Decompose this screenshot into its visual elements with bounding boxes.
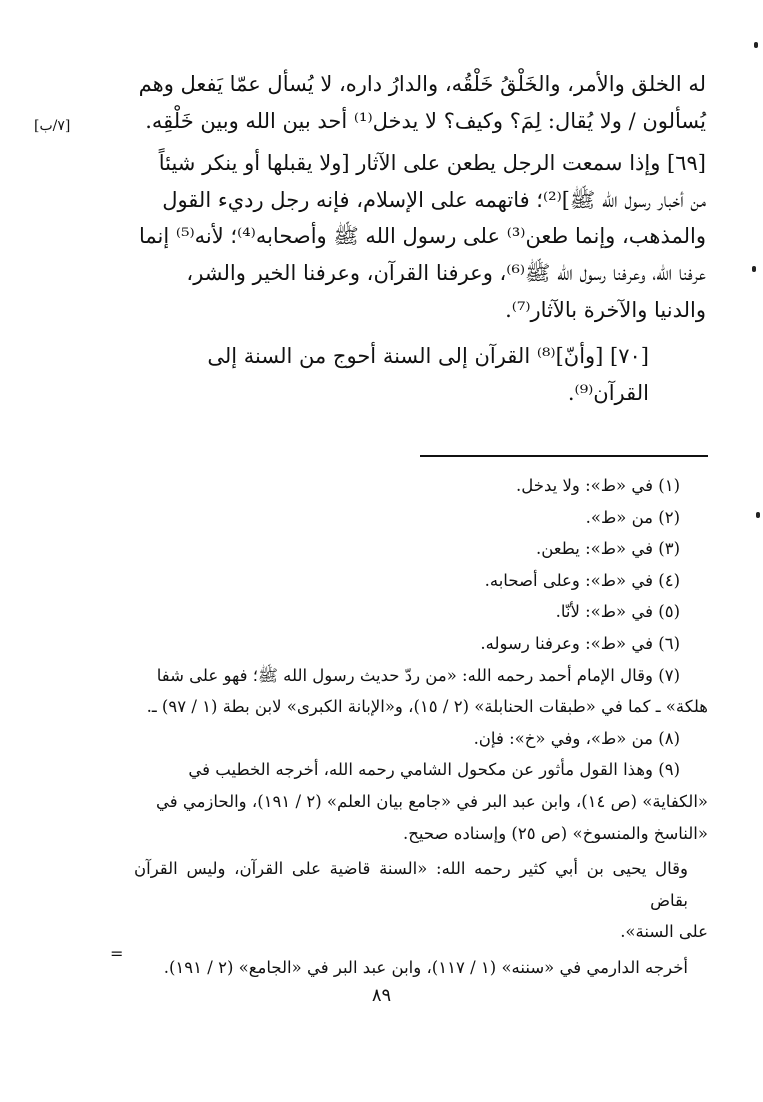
- footnote-7-line: هلكة» ـ كما في «طبقات الحنابلة» (٢ / ١٥)، و«الإبانة الكبرى» لابن بطة (١ / ٩٧) ـ.: [146, 697, 708, 717]
- scan-speck: [752, 266, 756, 272]
- manuscript-folio-reference: [٧/ب]: [34, 118, 71, 134]
- paragraph-69-line: [٦٩] وإذا سمعت الرجل يطعن على الآثار [ولا يقبلها أو ينكر شيئاً: [158, 151, 706, 176]
- footnote-divider: [420, 455, 708, 457]
- footnote-9-line: وقال يحيى بن أبي كثير رحمه الله: «السنة قاضية على القرآن، وليس القرآن بقاض: [134, 859, 688, 910]
- page-number: ٨٩: [371, 985, 392, 1006]
- footnote-4: (٤) في «ط»: وعلى أصحابه.: [484, 570, 680, 590]
- continuation-mark: =: [110, 944, 124, 963]
- paragraph-70: [٧٠] [وأنّ]⁽⁸⁾ القرآن إلى السنة أحوج من السنة إلى القرآن⁽⁹⁾.: [207, 344, 649, 405]
- footnote-8: (٨) من «ط»، وفي «خ»: فإن.: [473, 728, 680, 748]
- paragraph-69-line: والدنيا والآخرة بالآثار⁽⁷⁾.: [505, 297, 706, 322]
- footnote-1: (١) في «ط»: ولا يدخل.: [516, 476, 680, 495]
- footnote-6: (٦) في «ط»: وعرفنا رسوله.: [480, 633, 680, 653]
- paragraph-69-line: من أخبار رسول الله ﷺ]⁽²⁾؛ فاتهمه على الإسلام، فإنه رجل رديء القول: [162, 187, 706, 212]
- footnote-9-line: (٩) وهذا القول مأثور عن مكحول الشامي رحمه الله، أخرجه الخطيب في: [188, 760, 680, 780]
- text-line: له الخلق والأمر، والخَلْقُ خَلْقُه، والدارُ داره، لا يُسأل عمّا يَفعل وهم: [138, 72, 706, 96]
- footnote-5: (٥) في «ط»: لأنّا.: [555, 602, 680, 622]
- paragraph-69-line: عرفنا الله، وعرفنا رسول الله ﷺ⁽⁶⁾، وعرفنا القرآن، وعرفنا الخير والشر،: [186, 260, 706, 285]
- footnote-9-line: أخرجه الدارمي في «سننه» (١ / ١١٧)، وابن عبد البر في «الجامع» (٢ / ١٩١).: [163, 957, 688, 977]
- footnote-2: (٢) من «ط».: [585, 507, 680, 527]
- footnote-9-line: «الكفاية» (ص ١٤)، وابن عبد البر في «جامع بيان العلم» (٢ / ١٩١)، والحازمي في: [155, 791, 708, 811]
- footnote-9-line: على السنة».: [620, 922, 708, 942]
- footnote-3: (٣) في «ط»: يطعن.: [535, 539, 680, 559]
- scan-speck: [754, 42, 758, 48]
- footnotes: [134, 470, 708, 984]
- scan-speck: [756, 512, 760, 518]
- main-text: [128, 66, 706, 411]
- text-line: يُسألون / ولا يُقال: لِمَ؟ وكيف؟ لا يدخل⁽¹⁾ أحد بين الله وبين خَلْقِه.: [145, 108, 706, 133]
- footnote-7-line: (٧) وقال الإمام أحمد رحمه الله: «من ردّ حديث رسول الله ﷺ؛ فهو على شفا: [156, 665, 680, 685]
- footnote-9-line: «الناسخ والمنسوخ» (ص ٢٥) وإسناده صحيح.: [403, 823, 708, 843]
- paragraph-69-line: والمذهب، وإنما طعن⁽³⁾ على رسول الله ﷺ وأصحابه⁽⁴⁾؛ لأنه⁽⁵⁾ إنما: [139, 224, 706, 249]
